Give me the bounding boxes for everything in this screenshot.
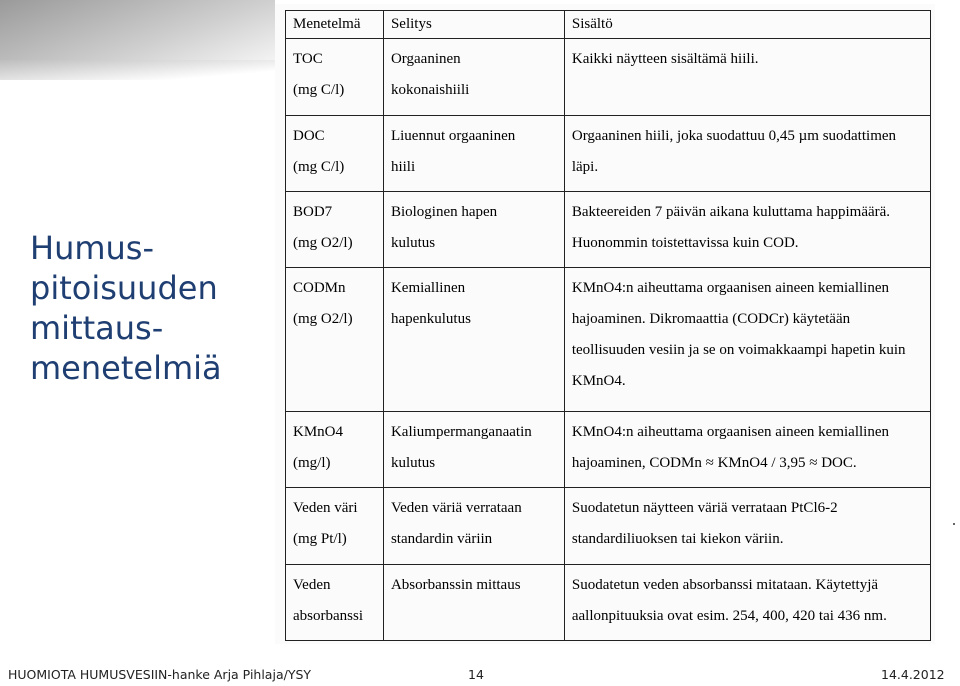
table-row bbox=[286, 268, 931, 412]
explanation-cell: Veden väriä verrataan standardin väriin bbox=[383, 488, 564, 564]
header-explanation: Selitys bbox=[383, 11, 564, 39]
title-line: pitoisuuden bbox=[30, 269, 218, 307]
method-cell: TOC (mg C/l) bbox=[286, 39, 384, 115]
content-cell: KMnO4:n aiheuttama orgaanisen aineen kemiallinen hajoaminen, CODMn ≈ KMnO4 / 3,95 ≈ DOC. bbox=[564, 412, 930, 488]
method-cell: CODMn (mg O2/l) bbox=[286, 268, 384, 412]
explanation-cell: Kaliumpermanganaatin kulutus bbox=[383, 412, 564, 488]
content-cell: KMnO4:n aiheuttama orgaanisen aineen kemiallinen hajoaminen. Dikromaattia (CODCr) käytetään teollisuuden vesiin ja se on voimakkaampi hapetin kuin KMnO4. bbox=[564, 268, 930, 412]
header-content: Sisältö bbox=[564, 11, 930, 39]
method-cell: Veden absorbanssi bbox=[286, 564, 384, 640]
title-line: menetelmiä bbox=[30, 349, 222, 387]
method-cell: KMnO4 (mg/l) bbox=[286, 412, 384, 488]
table-row bbox=[286, 564, 931, 640]
explanation-cell: Orgaaninen kokonaishiili bbox=[383, 39, 564, 115]
decorative-corner-band bbox=[0, 0, 275, 80]
header-method: Menetelmä bbox=[286, 11, 384, 39]
content-cell: Kaikki näytteen sisältämä hiili. bbox=[564, 39, 930, 115]
explanation-cell: Biologinen hapen kulutus bbox=[383, 191, 564, 267]
title-line: mittaus- bbox=[30, 309, 164, 347]
methods-table bbox=[285, 10, 931, 641]
table-row bbox=[286, 191, 931, 267]
stray-dot bbox=[953, 523, 955, 525]
methods-table-image bbox=[275, 4, 935, 644]
method-cell: BOD7 (mg O2/l) bbox=[286, 191, 384, 267]
content-cell: Suodatetun veden absorbanssi mitataan. Käytettyjä aallonpituuksia ovat esim. 254, 400, 420 tai 436 nm. bbox=[564, 564, 930, 640]
table-row bbox=[286, 115, 931, 191]
explanation-cell: Kemiallinen hapenkulutus bbox=[383, 268, 564, 412]
table-row bbox=[286, 412, 931, 488]
footer-date: 14.4.2012 bbox=[881, 667, 945, 682]
slide-title bbox=[30, 228, 275, 388]
explanation-cell: Liuennut orgaaninen hiili bbox=[383, 115, 564, 191]
content-cell: Bakteereiden 7 päivän aikana kuluttama happimäärä. Huonommin toistettavissa kuin COD. bbox=[564, 191, 930, 267]
method-cell: Veden väri (mg Pt/l) bbox=[286, 488, 384, 564]
title-line: Humus- bbox=[30, 229, 155, 267]
content-cell: Orgaaninen hiili, joka suodattuu 0,45 µm suodattimen läpi. bbox=[564, 115, 930, 191]
method-cell: DOC (mg C/l) bbox=[286, 115, 384, 191]
explanation-cell: Absorbanssin mittaus bbox=[383, 564, 564, 640]
footer-page-number: 14 bbox=[468, 667, 484, 682]
table-header-row bbox=[286, 11, 931, 39]
table-row bbox=[286, 488, 931, 564]
footer-project: HUOMIOTA HUMUSVESIIN-hanke Arja Pihlaja/YSY bbox=[8, 667, 312, 682]
content-cell: Suodatetun näytteen väriä verrataan PtCl6-2 standardiliuoksen tai kiekon väriin. bbox=[564, 488, 930, 564]
table-row bbox=[286, 39, 931, 115]
